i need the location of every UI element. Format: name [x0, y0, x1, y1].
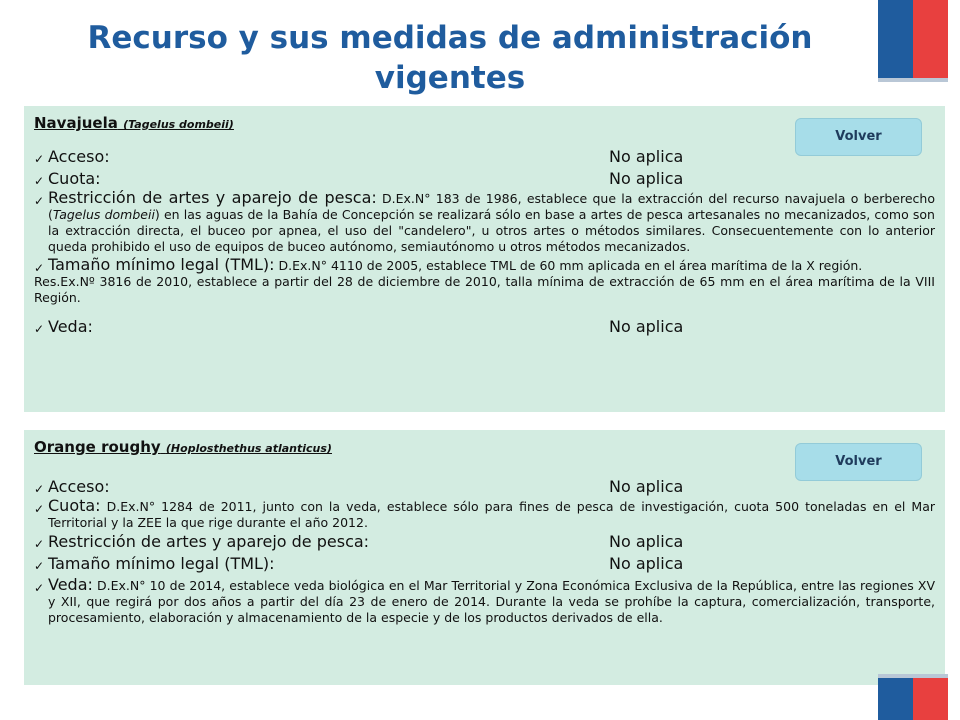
- species-scientific-name: (Tagelus dombeii): [123, 118, 234, 131]
- tml-value: No aplica: [609, 554, 684, 573]
- cuota-label: Cuota:: [48, 496, 101, 515]
- section-orange-roughy: [24, 430, 945, 685]
- chile-flag-logo-bottom: [878, 674, 948, 720]
- checkmark-icon: ✓: [34, 261, 45, 275]
- tml-label: Tamaño mínimo legal (TML):: [48, 255, 275, 274]
- acceso-label: Acceso:: [48, 147, 110, 166]
- restriccion-text-2: ) en las aguas de la Bahía de Concepción se realizará sólo en base a artes de pesca artesanales no mecanizados, como son la extracción directa, el buceo por apnea, el uso del "candelero", u otros artes o métodos similares. Consecuentemente con lo anterior queda prohibido el uso de equipos de buceo autónomo, semiautónomo u otros métodos mecanizados.: [48, 207, 935, 254]
- restriccion-row: [34, 531, 935, 553]
- restriccion-item: [34, 190, 935, 255]
- checkmark-icon: ✓: [34, 537, 45, 551]
- acceso-label: Acceso:: [48, 477, 110, 496]
- acceso-value: No aplica: [609, 147, 684, 166]
- checkmark-icon: ✓: [34, 194, 45, 208]
- acceso-value: No aplica: [609, 477, 684, 496]
- volver-button[interactable]: Volver: [795, 443, 922, 481]
- checkmark-icon: ✓: [34, 322, 45, 336]
- section-navajuela: [24, 106, 945, 412]
- volver-button[interactable]: Volver: [795, 118, 922, 156]
- page-title: Recurso y sus medidas de administración vigentes: [87, 20, 813, 96]
- checkmark-icon: ✓: [34, 559, 45, 573]
- checkmark-icon: ✓: [34, 502, 45, 516]
- tml-row: [34, 553, 935, 575]
- checkmark-icon: ✓: [34, 152, 45, 166]
- cuota-item: [34, 498, 935, 531]
- checkmark-icon: ✓: [34, 581, 45, 595]
- veda-row: [34, 316, 935, 338]
- veda-item: [34, 577, 935, 626]
- restriccion-label: Restricción de artes y aparejo de pesca:: [48, 188, 377, 207]
- restriccion-italic: Tagelus dombeii: [52, 207, 155, 222]
- species-name: Navajuela: [34, 114, 118, 132]
- acceso-row: [34, 476, 935, 498]
- chile-flag-logo-top: [878, 0, 948, 82]
- cuota-value: No aplica: [609, 169, 684, 188]
- restriccion-label: Restricción de artes y aparejo de pesca:: [48, 532, 370, 551]
- veda-value: No aplica: [609, 317, 684, 336]
- tml-label: Tamaño mínimo legal (TML):: [48, 554, 275, 573]
- veda-label: Veda:: [48, 317, 93, 336]
- resolution-text: Res.Ex.Nº 3816 de 2010, establece a partir del 28 de diciembre de 2010, talla mínima de extracción de 65 mm en el área marítima de la VIII Región.: [34, 274, 935, 305]
- restriccion-value: No aplica: [609, 532, 684, 551]
- checkmark-icon: ✓: [34, 174, 45, 188]
- species-name: Orange roughy: [34, 438, 161, 456]
- tml-text: D.Ex.N° 4110 de 2005, establece TML de 60 mm aplicada en el área marítima de la X región.: [274, 258, 863, 273]
- veda-text: D.Ex.N° 10 de 2014, establece veda biológica en el Mar Territorial y Zona Económica Exclusiva de la República, entre las regiones XV y XII, que regirá por dos años a partir del día 23 de enero de 2014. Durante la veda se prohíbe la captura, comercialización, transporte, procesamiento, elaboración y almacenamiento de la especie y de los productos derivados de ella.: [48, 578, 935, 625]
- checkmark-icon: ✓: [34, 482, 45, 496]
- species-scientific-name: (Hoplosthethus atlanticus): [165, 442, 332, 455]
- acceso-row: [34, 146, 935, 168]
- veda-label: Veda:: [48, 575, 93, 594]
- cuota-text: D.Ex.N° 1284 de 2011, junto con la veda, establece sólo para fines de pesca de investigación, cuota 500 toneladas en el Mar Territorial y la ZEE la que rige durante el año 2012.: [48, 499, 935, 530]
- tml-item: [34, 257, 935, 274]
- cuota-label: Cuota:: [48, 169, 101, 188]
- restriccion-text-1: D.Ex.N° 183 de 1986, establece que la extracción del recurso navajuela o berberecho (: [48, 191, 935, 222]
- cuota-row: [34, 168, 935, 190]
